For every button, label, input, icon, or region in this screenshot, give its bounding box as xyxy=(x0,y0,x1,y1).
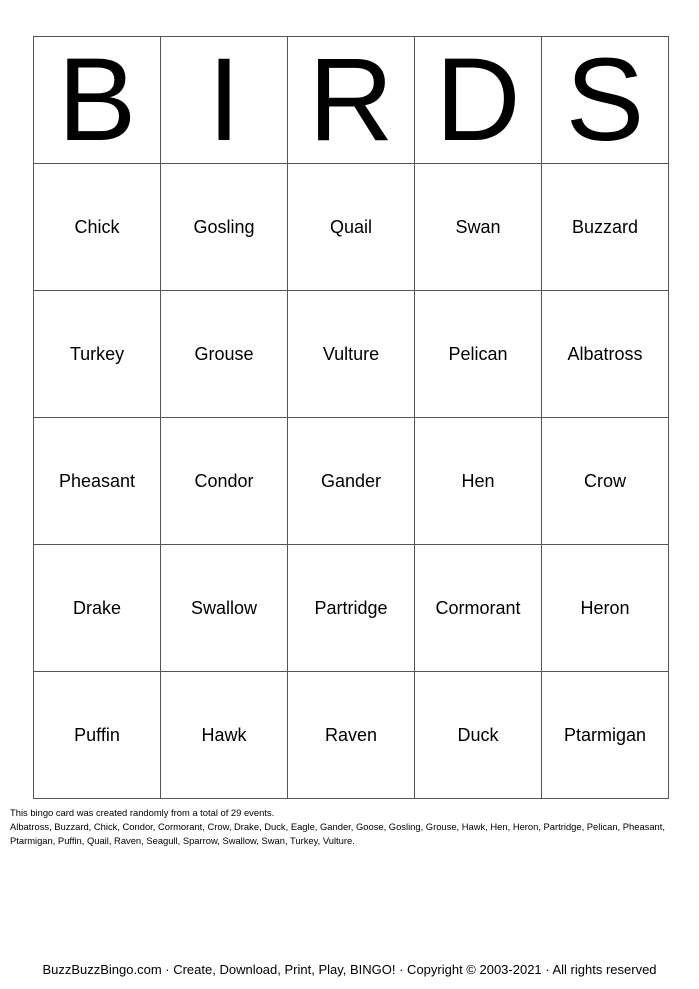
info-word-list-1: Albatross, Buzzard, Chick, Condor, Cormorant, Crow, Drake, Duck, Eagle, Gander, Goose, Gosling, Grouse, Hawk, Hen, Heron, Partridge, Pelican, Pheasant, xyxy=(10,821,665,832)
bingo-cell: Turkey xyxy=(34,291,161,418)
bingo-cell: Ptarmigan xyxy=(542,672,669,799)
bingo-cell: Drake xyxy=(34,545,161,672)
bingo-row-1 xyxy=(34,164,669,291)
bingo-cell: Duck xyxy=(415,672,542,799)
card-info xyxy=(10,806,695,848)
bingo-cell: Hawk xyxy=(161,672,288,799)
bingo-cell: Buzzard xyxy=(542,164,669,291)
bingo-cell: Swallow xyxy=(161,545,288,672)
bingo-row-4 xyxy=(34,545,669,672)
header-letter-i: I xyxy=(161,37,288,164)
bingo-cell: Gander xyxy=(288,418,415,545)
bingo-cell: Pheasant xyxy=(34,418,161,545)
bingo-cell: Albatross xyxy=(542,291,669,418)
bingo-cell: Cormorant xyxy=(415,545,542,672)
bingo-row-2 xyxy=(34,291,669,418)
bingo-cell: Chick xyxy=(34,164,161,291)
bingo-cell: Pelican xyxy=(415,291,542,418)
header-row xyxy=(34,37,669,164)
header-letter-r: R xyxy=(288,37,415,164)
info-summary: This bingo card was created randomly from a total of 29 events. xyxy=(10,807,275,818)
header-letter-s: S xyxy=(542,37,669,164)
bingo-row-5 xyxy=(34,672,669,799)
header-letter-d: D xyxy=(415,37,542,164)
bingo-cell: Grouse xyxy=(161,291,288,418)
bingo-cell: Puffin xyxy=(34,672,161,799)
bingo-cell: Heron xyxy=(542,545,669,672)
bingo-cell: Partridge xyxy=(288,545,415,672)
bingo-cell: Gosling xyxy=(161,164,288,291)
bingo-cell: Quail xyxy=(288,164,415,291)
info-word-list-2: Ptarmigan, Puffin, Quail, Raven, Seagull, Sparrow, Swallow, Swan, Turkey, Vulture. xyxy=(10,835,355,846)
bingo-cell: Vulture xyxy=(288,291,415,418)
bingo-cell: Crow xyxy=(542,418,669,545)
bingo-cell: Swan xyxy=(415,164,542,291)
header-letter-b: B xyxy=(34,37,161,164)
bingo-cell: Hen xyxy=(415,418,542,545)
bingo-row-3 xyxy=(34,418,669,545)
footer: BuzzBuzzBingo.com · Create, Download, Print, Play, BINGO! · Copyright © 2003-2021 · All rights reserved xyxy=(42,962,657,977)
bingo-card xyxy=(33,36,669,799)
bingo-cell: Condor xyxy=(161,418,288,545)
bingo-cell: Raven xyxy=(288,672,415,799)
